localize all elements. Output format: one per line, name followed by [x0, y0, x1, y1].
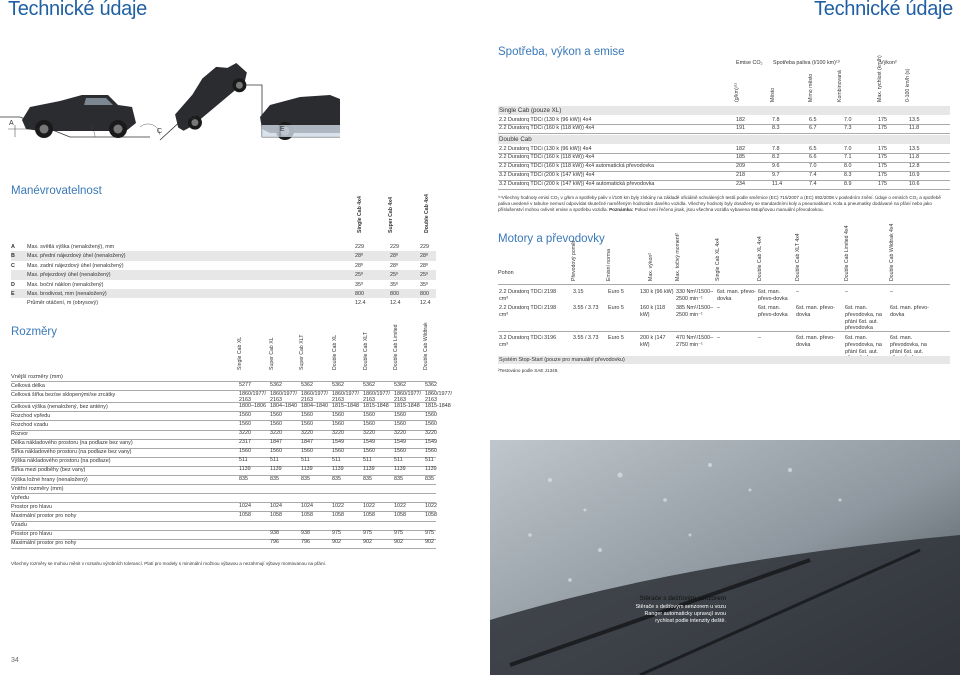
- dimension-column-header: Double Cab XLT: [363, 332, 369, 370]
- consumption-group-title: Double Cab: [499, 136, 532, 144]
- consumption-row-label: 2.2 Duratorq TDCi (130 k (96 kW)) 4x4: [499, 116, 592, 123]
- consumption-value: 7.0: [844, 116, 852, 123]
- engine-value: 3.15: [573, 289, 584, 295]
- dimension-value: 835: [425, 475, 434, 482]
- consumption-value: 6.6: [809, 154, 817, 161]
- consumption-value: 175: [878, 154, 887, 161]
- consumption-value: 8.9: [844, 180, 852, 187]
- dimension-value: 1022: [332, 502, 344, 509]
- consumption-value: 11.8: [909, 154, 920, 161]
- engine-column-header: Double Cab Wildtrak 4x4: [889, 223, 895, 281]
- engine-value: –: [796, 289, 799, 295]
- consumption-group-title: Single Cab (pouze XL): [499, 107, 562, 114]
- consumption-value: 182: [736, 116, 745, 123]
- dimension-value: 1058: [363, 511, 375, 518]
- engine-name: 3.2 Duratorq TDCi 3196 cm³: [499, 335, 557, 348]
- maneuver-value: 25º: [420, 272, 428, 279]
- dimension-value: 1058: [394, 511, 406, 518]
- maneuver-column-header: Double Cab 4x4: [424, 194, 430, 233]
- consumption-value: 175: [878, 172, 887, 178]
- maneuver-value: 25º: [355, 272, 363, 279]
- dimension-value: 511: [239, 457, 248, 464]
- dimension-value: 1560: [425, 448, 437, 455]
- dimension-value: 1058: [301, 511, 313, 518]
- dimension-value: 1560: [270, 420, 282, 427]
- consumption-value: 8.0: [844, 163, 852, 170]
- engine-value: Euro 5: [608, 335, 624, 341]
- consumption-value: 175: [878, 145, 887, 152]
- maneuver-value: 28º: [420, 262, 428, 269]
- consumption-footnote: [498, 195, 950, 213]
- divider-line: [498, 331, 950, 332]
- engine-value: 200 k (147 kW): [640, 335, 666, 348]
- dimension-value: 1560: [270, 448, 282, 455]
- dimension-value: 902: [332, 539, 341, 546]
- diagram-label-d: D: [190, 114, 196, 121]
- dimension-value: 835: [394, 475, 403, 482]
- dimension-value: 1860/1977/ 2163: [270, 390, 297, 403]
- dimension-value: 5277: [239, 381, 251, 388]
- engines-title: Motory a převodovky: [498, 233, 605, 245]
- engine-value: –: [845, 289, 848, 295]
- dimension-value: 938: [270, 530, 279, 537]
- dimension-row-label: Celková výška (nenaložený, bez antény): [11, 403, 108, 410]
- dimension-subheader: Vzadu: [11, 522, 27, 528]
- dimension-value: 1860/1977/ 2163: [301, 390, 328, 403]
- dimension-value: 1139: [301, 466, 313, 473]
- dimension-value: 835: [332, 475, 341, 482]
- dimension-row-label: Rozchod vpředu: [11, 412, 51, 419]
- dimension-value: 1560: [394, 420, 406, 427]
- maneuver-value: 12.4: [420, 300, 431, 307]
- divider-line: [498, 284, 950, 285]
- divider-line: [11, 493, 436, 494]
- dimension-value: 835: [301, 475, 310, 482]
- dimension-value: 1560: [239, 420, 251, 427]
- consumption-row-label: 2.2 Duratorq TDCi (160 k (118 kW)) 4x4: [499, 154, 595, 161]
- dimension-value: 511: [394, 457, 403, 464]
- engine-column-header: Převodový poměr: [571, 240, 577, 281]
- engines-drive-label: Pohon: [498, 270, 514, 276]
- rain-sensor-photo: [490, 440, 960, 675]
- consumption-value: 7.1: [844, 154, 852, 161]
- dimension-value: 5362: [270, 381, 282, 388]
- dimension-subheader: Vnější rozměry (mm): [11, 373, 63, 380]
- maneuver-value: 25º: [390, 272, 398, 279]
- maneuver-value: 12.4: [355, 300, 366, 307]
- maneuver-row-key: E: [11, 291, 15, 297]
- dimension-value: 1058: [270, 511, 282, 518]
- dimension-row-label: Šířka mezi podběhy (bez vany): [11, 467, 86, 474]
- dimension-value: 1139: [332, 466, 344, 473]
- left-page-title: Technické údaje: [8, 0, 147, 20]
- engine-value: 6st. man. převodovka, na přání 6st. aut.: [845, 335, 882, 355]
- consumption-value: 13.5: [909, 116, 920, 123]
- dimension-value: 5362: [394, 381, 406, 388]
- dimension-value: 511: [301, 457, 310, 464]
- dimension-value: 1847: [270, 439, 282, 446]
- dimension-row-label: Rozvor: [11, 431, 29, 437]
- engine-value: 6st. man. převo-dovka: [890, 305, 929, 318]
- dimension-value: 1815-1848: [363, 402, 389, 409]
- dimension-value: 975: [363, 530, 372, 537]
- consumption-column-header: Mimo město: [808, 73, 814, 102]
- dimension-value: 1139: [270, 466, 282, 473]
- dimension-value: 835: [363, 475, 372, 482]
- consumption-value: 8.2: [772, 154, 780, 161]
- dimension-value: 1847: [301, 439, 313, 446]
- divider-line: [11, 548, 436, 549]
- maneuver-value: 28º: [355, 262, 363, 269]
- engine-column-header: Double Cab XLT 4x4: [795, 233, 801, 281]
- dimension-value: 1549: [425, 439, 437, 446]
- maneuver-row-label: Max. brodivost, mm (nenaložený): [27, 291, 107, 297]
- dimension-subheader: Vnitřní rozměry (mm): [11, 485, 64, 492]
- dimension-value: 511: [425, 457, 434, 464]
- divider-line: [11, 521, 436, 522]
- engine-value: –: [717, 305, 720, 311]
- consumption-row-label: 3.2 Duratorq TDCi (200 k (147 kW)) 4x4: [499, 172, 595, 178]
- engine-value: 6st. man. převo-dovka: [758, 305, 788, 318]
- consumption-value: 9.6: [772, 163, 780, 170]
- dimension-value: 1560: [332, 420, 344, 427]
- dimension-row-label: Výška ložné hrany (nenaložený): [11, 476, 88, 483]
- consumption-value: 175: [878, 125, 887, 132]
- dimension-value: 1022: [425, 502, 437, 509]
- fuel-group-header: Spotřeba paliva (l/100 km)⁽¹⁾: [773, 60, 841, 66]
- dimension-value: 1024: [239, 502, 251, 509]
- maneuver-row-key: C: [11, 262, 15, 269]
- maneuver-row-key: D: [11, 281, 15, 288]
- consumption-title: Spotřeba, výkon a emise: [498, 46, 625, 58]
- consumption-value: 191: [736, 125, 745, 132]
- consumption-value: 7.8: [772, 145, 780, 152]
- dimension-value: 1058: [239, 511, 251, 518]
- consumption-value: 218: [736, 172, 745, 178]
- engine-value: 3.55 / 3.73: [573, 335, 599, 341]
- consumption-column-header: 0-100 km/h (s): [905, 68, 911, 102]
- group-shade: [498, 135, 950, 144]
- group-shade: [498, 106, 950, 115]
- engine-value: 6st. man. převo-dovka: [796, 305, 835, 318]
- engine-value: –: [890, 289, 893, 295]
- dimension-row-label: Délka nákladového prostoru (na podlaze bez vany): [11, 440, 133, 447]
- consumption-value: 175: [878, 116, 887, 123]
- consumption-value: 7.8: [772, 116, 780, 123]
- dimension-value: 975: [394, 530, 403, 537]
- dimension-value: 975: [425, 530, 434, 537]
- dimension-value: 1800–1806: [239, 402, 266, 409]
- dimension-value: 1560: [301, 420, 313, 427]
- consumption-row-label: 2.2 Duratorq TDCi (160 k (118 kW)) 4x4: [499, 125, 595, 132]
- engine-value: Euro 5: [608, 305, 624, 311]
- dimension-value: 1560: [270, 411, 282, 418]
- dimensions-footnote: Všechny rozměry se mohou měnit v rozsahu výrobních tolerancí. Platí pro modely s minimální možnou výbavou a nezahrnují výbavy montovanou na přání.: [11, 561, 327, 566]
- dimension-row-label: Maximální prostor pro nohy: [11, 512, 77, 519]
- dimension-value: 975: [332, 530, 341, 537]
- consumption-value: 175: [878, 180, 887, 187]
- consumption-value: 7.4: [809, 180, 817, 187]
- consumption-row-label: 2.2 Duratorq TDCi (160 k (118 kW)) 4x4 automatická převodovka: [499, 163, 654, 170]
- maneuver-row-key: B: [11, 253, 15, 260]
- dimension-value: 1560: [301, 411, 313, 418]
- emission-group-header: Emise CO₂: [736, 60, 763, 66]
- engine-value: 6st. man. převo-dovka: [717, 289, 756, 302]
- engine-value: –: [717, 335, 720, 341]
- divider-line: [11, 484, 436, 485]
- dimension-column-header: Double Cab Wildtrak: [423, 322, 429, 370]
- dimension-value: 835: [270, 475, 279, 482]
- dimension-value: 1560: [425, 420, 437, 427]
- dimension-value: 902: [425, 539, 434, 546]
- engine-name: 2.2 Duratorq TDCi 2198 cm³: [499, 289, 557, 302]
- consumption-column-header: (g/km)⁽¹⁾: [734, 83, 740, 102]
- dimension-column-header: Single Cab XL: [237, 336, 243, 370]
- dimension-row-label: Prostor pro hlavu: [11, 531, 53, 538]
- dimension-value: 1860/1977/ 2163: [394, 390, 421, 403]
- consumption-value: 13.5: [909, 145, 920, 152]
- consumption-value: 8.3: [772, 125, 780, 132]
- dimension-value: 3220: [394, 430, 406, 436]
- dimension-value: 835: [239, 475, 248, 482]
- dimension-value: 1804–1840: [301, 402, 328, 409]
- dimension-value: 5362: [301, 381, 313, 388]
- consumption-row-label: 3.2 Duratorq TDCi (200 k (147 kW)) 4x4 automatická převodovka: [499, 180, 655, 187]
- maneuver-title: Manévrovatelnost: [11, 185, 102, 197]
- dimension-value: 1560: [332, 448, 344, 455]
- engine-value: 6st. man. převodovka, na přání 6st. aut. převodovka: [845, 305, 882, 332]
- engine-value: 6st. man. převo-dovka: [758, 289, 788, 302]
- dimension-value: 1560: [332, 411, 344, 418]
- engine-column-header: Single Cab XL 4x4: [715, 238, 721, 281]
- engine-value: 6st. man. převodovka, na přání 6st. aut.: [890, 335, 927, 355]
- consumption-column-header: Max. rychlost (km/h): [877, 55, 883, 102]
- dimension-value: 1560: [394, 411, 406, 418]
- dimension-value: 1560: [394, 448, 406, 455]
- startstop-label: Systém Stop-Start (pouze pro manuální převodovku): [499, 357, 625, 363]
- maneuver-row-label: Max. boční náklon (nenaložený): [27, 281, 104, 288]
- dimension-value: 796: [301, 539, 310, 546]
- dimension-value: 902: [363, 539, 372, 546]
- consumption-value: 182: [736, 145, 745, 152]
- dimension-value: 1024: [301, 502, 313, 509]
- maneuver-value: 35º: [390, 281, 398, 288]
- diagram-label-c: C: [157, 128, 163, 135]
- engine-value: 160 k (118 kW): [640, 305, 666, 318]
- consumption-value: 6.5: [809, 116, 817, 123]
- engine-column-header: Double Cab XL 4x4: [757, 236, 763, 281]
- maneuver-value: 35º: [355, 281, 363, 288]
- dimension-column-header: Double Cab Limited: [393, 324, 399, 370]
- maneuver-value: 35º: [420, 281, 428, 288]
- consumption-value: 11.4: [772, 180, 783, 187]
- consumption-value: 12.8: [909, 163, 920, 170]
- dimension-row-label: Rozchod vzadu: [11, 421, 49, 428]
- footnote-note-label: Poznámka:: [609, 206, 634, 212]
- dimension-row-label: Celková šířka bez/se sklopenými/se zrcátky: [11, 391, 116, 398]
- dimension-row-label: Prostor pro hlavu: [11, 503, 53, 510]
- maneuver-row-label: Max. světlá výška (nenaložený), mm: [27, 244, 115, 250]
- dimension-value: 3220: [301, 430, 313, 436]
- dimension-value: 5362: [363, 381, 375, 388]
- dimension-value: 1560: [363, 448, 375, 455]
- diagram-label-b: B: [90, 124, 95, 131]
- dimension-subheader: Vpředu: [11, 494, 30, 501]
- dimension-row-label: Výška nákladového prostoru (na podlaze): [11, 458, 111, 465]
- photo-caption-title: Stěrače s dešťovým senzorem: [639, 595, 726, 602]
- consumption-value: 7.3: [844, 125, 852, 132]
- engine-value: 470 Nm¹/1500–2750 min⁻¹: [676, 335, 714, 348]
- dimension-value: 2317: [239, 439, 251, 446]
- engine-value: Euro 5: [608, 289, 624, 295]
- dimension-row-label: Šířka nákladového prostoru (na podlaze bez vany): [11, 449, 132, 456]
- dimension-value: 1139: [363, 466, 375, 473]
- dimension-value: 938: [301, 530, 310, 537]
- maneuver-value: 229: [420, 244, 429, 250]
- maneuver-column-header: Super Cab 4x4: [388, 196, 394, 233]
- dimension-value: 1560: [363, 420, 375, 427]
- dimension-value: 1058: [332, 511, 344, 518]
- consumption-value: 8.3: [844, 172, 852, 178]
- dimension-value: 1022: [363, 502, 375, 509]
- dimension-value: 1560: [239, 448, 251, 455]
- engine-value: –: [758, 335, 761, 341]
- dimension-column-header: Super Cab XL: [269, 337, 275, 370]
- engine-value: 6st. man. převo-dovka: [796, 335, 835, 348]
- maneuver-value: 28º: [390, 262, 398, 269]
- dimension-value: 1549: [363, 439, 375, 446]
- dimension-column-header: Super Cab XLT: [299, 334, 305, 370]
- consumption-column-header: Kombinovaná: [837, 70, 843, 102]
- maneuver-row-label: Max. přejezdový úhel (nenaložený): [27, 272, 111, 279]
- dimension-value: 1024: [270, 502, 282, 509]
- dimension-value: 1560: [363, 411, 375, 418]
- dimension-value: 1560: [301, 448, 313, 455]
- consumption-value: 6.5: [809, 145, 817, 152]
- consumption-value: 10.6: [909, 180, 920, 187]
- maneuver-value: 28º: [355, 253, 363, 260]
- consumption-value: 185: [736, 154, 745, 161]
- maneuver-value: 800: [355, 291, 364, 297]
- dimension-value: 1022: [394, 502, 406, 509]
- dimension-value: 1560: [239, 411, 251, 418]
- consumption-value: 7.0: [809, 163, 817, 170]
- engine-value: 385 Nm¹/1500–2500 min⁻¹: [676, 305, 714, 318]
- right-page-title: Technické údaje: [814, 0, 953, 20]
- dimension-value: 1815–1848: [332, 402, 359, 409]
- page-number: 34: [11, 657, 19, 664]
- maneuver-row-label: Max. přední nájezdový úhel (nenaložený): [27, 253, 126, 260]
- engines-footnote: ²Testováno podle SAE J1349.: [498, 368, 559, 373]
- consumption-column-header: Město: [770, 87, 776, 102]
- consumption-value: 9.7: [772, 172, 780, 178]
- maneuver-value: 229: [390, 244, 399, 250]
- divider-line: [498, 189, 950, 190]
- engine-value: 3.55 / 3.73: [573, 305, 599, 311]
- dimension-value: 1804–1840: [270, 402, 297, 409]
- consumption-value: 234: [736, 180, 745, 187]
- dimension-value: 3220: [332, 430, 344, 436]
- dimension-value: 3220: [425, 430, 437, 436]
- footnote-text: ⁽¹⁾Všechny hodnoty emisí CO₂ v g/km a spotřeby paliv v l/100 km byly získány na základě oficiálně schválených testů podle směrnice (EC) 715/2007 a (EC) 692/2008 v posledním znění. Údaje o emisích CO₂ a spotřebě paliva uvedené v tabulce nemusí odpovídat skutečné naměřeným hodnotám daného vozidla. Všechny hodnoty byly dosaženy se standardními koly a pneumatikami. Kola a pneumatiky dodávané na přání nebo jako příslušenství mohou ovlivnit emise a spotřebu vozidla.: [498, 195, 941, 212]
- dimension-value: 1815-1848: [394, 402, 420, 409]
- maneuver-column-header: Single Cab 4x4: [357, 196, 363, 233]
- engine-column-header: Emisní norma: [606, 249, 612, 281]
- dimension-value: 1549: [394, 439, 406, 446]
- diagram-label-e: E: [280, 126, 285, 133]
- dimension-value: 1860/1977/ 2163: [363, 390, 390, 403]
- maneuver-value: 229: [355, 244, 364, 250]
- consumption-value: 6.7: [809, 125, 817, 132]
- consumption-value: 7.0: [844, 145, 852, 152]
- dimension-value: 5362: [425, 381, 437, 388]
- engine-column-header: Max. výkon²: [648, 253, 654, 281]
- maneuver-value: 28º: [390, 253, 398, 260]
- consumption-value: 10.9: [909, 172, 920, 178]
- engine-column-header: Double Cab Limited 4x4: [844, 225, 850, 281]
- dimension-value: 3220: [239, 430, 251, 436]
- dimension-value: 1139: [239, 466, 251, 473]
- dimension-value: 1560: [425, 411, 437, 418]
- dimension-value: 511: [332, 457, 341, 464]
- consumption-value: 209: [736, 163, 745, 170]
- dimension-value: 1860/1977/ 2163: [239, 390, 266, 403]
- maneuver-value: 800: [390, 291, 399, 297]
- maneuver-value: 28º: [420, 253, 428, 260]
- dimension-row-label: Maximální prostor pro nohy: [11, 540, 77, 547]
- dimension-value: 3220: [270, 430, 282, 436]
- maneuver-row-label: Průměr otáčení, m (obrysový): [27, 300, 98, 307]
- dimension-row-label: Celková délka: [11, 382, 45, 389]
- divider-line: [498, 133, 950, 134]
- dimension-value: 511: [270, 457, 279, 464]
- maneuver-row-label: Max. zadní nájezdový úhel (nenaložený): [27, 262, 124, 269]
- maneuver-value: 800: [420, 291, 429, 297]
- consumption-value: 11.8: [909, 125, 920, 132]
- footnote-note-text: Pokud není řečeno jinak, jsou všechna vozidla vybavena 6stupňovou manuální převodovkou.: [634, 206, 824, 212]
- dimension-value: 5362: [332, 381, 344, 388]
- dimension-value: 1549: [332, 439, 344, 446]
- dimension-value: 1139: [425, 466, 437, 473]
- dimension-value: 1860/1977/ 2163: [425, 390, 452, 403]
- dimension-value: 796: [270, 539, 279, 546]
- performance-group-header: Výkon²: [880, 60, 897, 66]
- engine-column-header: Max. točivý moment²: [675, 233, 681, 281]
- diagram-label-a: A: [9, 120, 14, 127]
- photo-caption-text: Stěrače s dešťovým senzorem u vozu Ranger automaticky upravují svou rychlost podle intenzity deště.: [635, 604, 726, 624]
- engine-name: 2.2 Duratorq TDCi 2198 cm³: [499, 305, 557, 318]
- dimension-value: 1860/1977/ 2163: [332, 390, 359, 403]
- ground-clearance-diagram: [0, 45, 340, 160]
- engine-value: 330 Nm¹/1500–2500 min⁻¹: [676, 289, 714, 302]
- maneuver-value: 12.4: [390, 300, 401, 307]
- dimension-value: 3220: [363, 430, 375, 436]
- dimensions-title: Rozměry: [11, 326, 58, 338]
- consumption-value: 7.4: [809, 172, 817, 178]
- dimension-column-header: Double Cab XL: [332, 334, 338, 370]
- dimension-value: 1058: [425, 511, 437, 518]
- engine-value: 130 k (96 kW): [640, 289, 674, 295]
- dimension-value: 902: [394, 539, 403, 546]
- maneuver-row-key: A: [11, 244, 15, 250]
- dimension-value: 1139: [394, 466, 406, 473]
- dimension-value: 1815-1848: [425, 402, 451, 409]
- dimension-value: 511: [363, 457, 372, 464]
- consumption-row-label: 2.2 Duratorq TDCi (130 k (96 kW)) 4x4: [499, 145, 592, 152]
- consumption-value: 175: [878, 163, 887, 170]
